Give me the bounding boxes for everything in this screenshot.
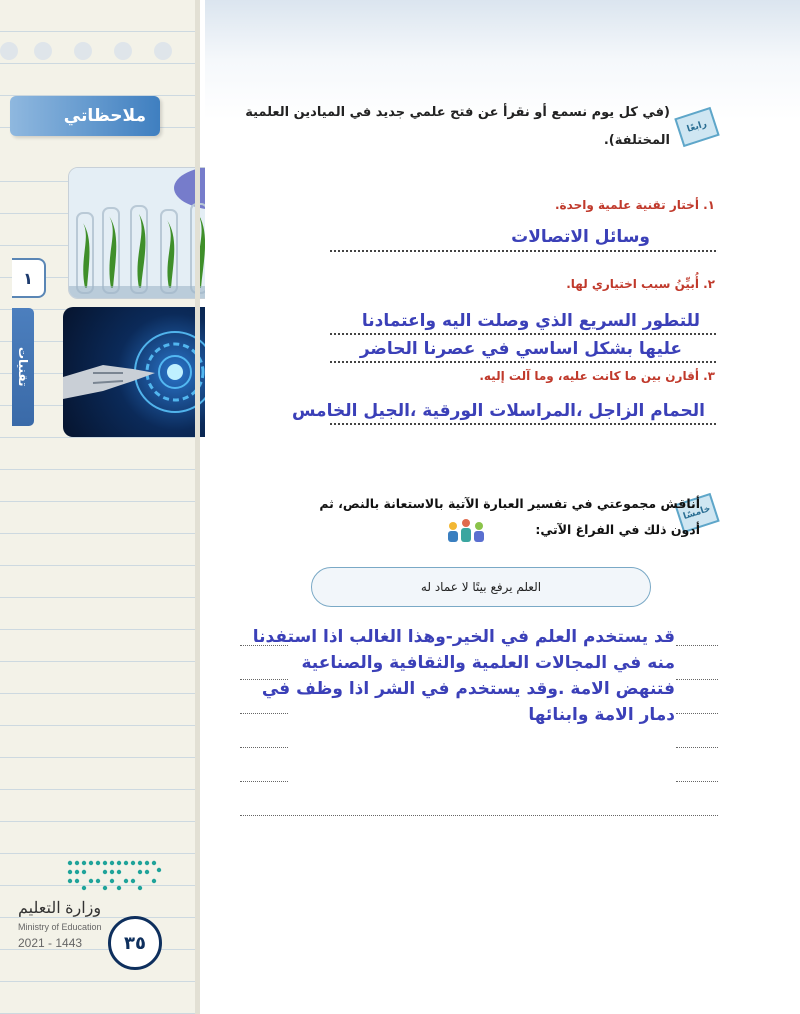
section-badge-fourth: رابعًا — [674, 107, 719, 147]
unit-tab: تقنيات — [12, 308, 34, 426]
answer-line — [330, 250, 716, 252]
answer-line — [676, 747, 718, 748]
discussion-answer-line-3: فتنهض الامة .وقد يستخدم في الشر اذا وظف في — [261, 679, 675, 699]
discussion-answer-line-1: قد يستخدم العلم في الخير-وهذا الغالب اذا استفدنا — [252, 627, 675, 647]
notes-heading: ملاحظاتي — [10, 96, 160, 136]
ministry-name-ar: وزارة التعليم — [18, 900, 102, 917]
binder-hole — [0, 42, 18, 60]
answer-line — [240, 645, 288, 646]
page-number: ٣٥ — [108, 916, 162, 970]
answer-line — [676, 645, 718, 646]
binder-hole — [114, 42, 132, 60]
binder-hole — [34, 42, 52, 60]
answer-line — [240, 781, 288, 782]
binder-hole — [74, 42, 92, 60]
section-badge-fifth: خامسًا — [674, 493, 719, 533]
answer-line — [330, 333, 716, 335]
ministry-logo — [65, 858, 163, 896]
answer-line — [240, 713, 288, 714]
answer-line — [676, 713, 718, 714]
answer-line — [240, 679, 288, 680]
question-2-label: ٢. أُبيِّنُ سبب اختياري لها. — [566, 277, 715, 291]
chapter-number-tab: ١ — [12, 258, 46, 298]
question-2-answer-line-2: عليها بشكل اساسي في عصرنا الحاضر — [359, 339, 682, 359]
answer-line — [330, 361, 716, 363]
question-1-answer: وسائل الاتصالات — [511, 227, 650, 247]
answer-line — [676, 679, 718, 680]
answer-line — [240, 815, 718, 816]
discussion-answer-line-4: دمار الامة وابنائها — [528, 705, 675, 725]
question-3-label: ٣. أقارن بين ما كانت عليه، وما آلت إليه. — [479, 369, 715, 383]
notes-sidebar — [0, 0, 200, 1014]
ministry-name-en: Ministry of Education — [18, 922, 102, 932]
intro-paragraph: (في كل يوم نسمع أو نقرأ عن فتح علمي جديد في الميادين العلمية المختلفة). — [245, 105, 670, 148]
discussion-answer-line-2: منه في المجالات العلمية والثقافية والصناعية — [301, 653, 675, 673]
answer-line — [676, 781, 718, 782]
question-1-label: ١. أختار تقنية علمية واحدة. — [555, 198, 715, 212]
edition-year: 2021 - 1443 — [18, 936, 83, 950]
group-discussion-icon — [445, 517, 487, 545]
question-3-answer: الحمام الزاجل ،المراسلات الورقية ،الجيل الخامس — [292, 401, 705, 421]
answer-line — [330, 423, 716, 425]
question-2-answer-line-1: للتطور السريع الذي وصلت اليه واعتمادنا — [361, 311, 700, 331]
discussion-prompt: أناقش مجموعتي في تفسير العبارة الآتية بالاستعانة بالنص، ثم أدون ذلك في الفراغ الآتي: — [319, 496, 700, 537]
binder-hole — [154, 42, 172, 60]
quote-box: العلم يرفع بيتًا لا عماد له — [311, 567, 651, 607]
answer-line — [240, 747, 288, 748]
